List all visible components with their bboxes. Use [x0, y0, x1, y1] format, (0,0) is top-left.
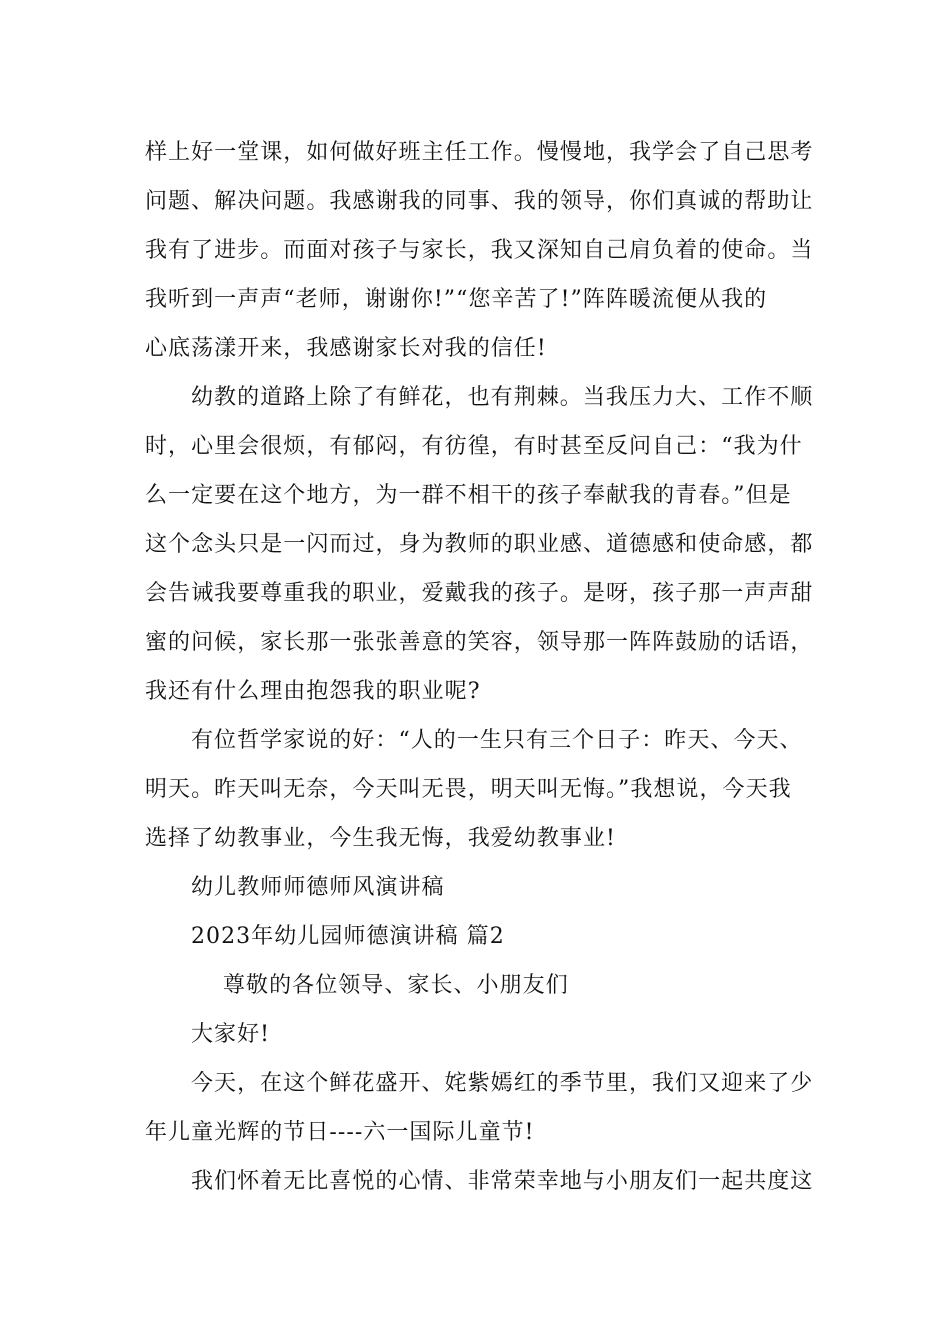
text-line: 幼教的道路上除了有鲜花，也有荆棘。当我压力大、工作不顺 — [191, 385, 814, 410]
text-line: 么一定要在这个地方，为一群不相干的孩子奉献我的青春。”但是 — [145, 483, 792, 508]
article-title: 2023年幼儿园师德演讲稿 篇2 — [191, 924, 505, 949]
text-line: 样上好一堂课，如何做好班主任工作。慢慢地，我学会了自己思考 — [145, 140, 814, 165]
text-line: 我还有什么理由抱怨我的职业呢? — [145, 679, 481, 704]
text-line: 问题、解决问题。我感谢我的同事、我的领导，你们真诚的帮助让 — [145, 189, 814, 214]
text-line: 这个念头只是一闪而过，身为教师的职业感、道德感和使命感，都 — [145, 532, 814, 557]
salutation: 尊敬的各位领导、家长、小朋友们 — [223, 973, 569, 998]
text-line: 今天，在这个鲜花盛开、姹紫嫣红的季节里，我们又迎来了少 — [191, 1071, 814, 1096]
text-line: 我们怀着无比喜悦的心情、非常荣幸地与小朋友们一起共度这 — [191, 1169, 814, 1194]
text-line: 会告诫我要尊重我的职业，爱戴我的孩子。是呀，孩子那一声声甜 — [145, 581, 814, 606]
text-line: 有位哲学家说的好：“人的一生只有三个日子：昨天、今天、 — [191, 728, 803, 753]
document-body — [145, 128, 814, 1206]
text-line: 时，心里会很烦，有郁闷，有彷徨，有时甚至反问自己：“我为什 — [145, 434, 803, 459]
text-line: 年儿童光辉的节日----六一国际儿童节! — [145, 1120, 535, 1145]
text-line: 选择了幼教事业，今生我无悔，我爱幼教事业! — [145, 826, 616, 851]
section-heading: 幼儿教师师德师风演讲稿 — [191, 875, 445, 900]
text-line: 我有了进步。而面对孩子与家长，我又深知自己肩负着的使命。当 — [145, 238, 814, 263]
text-line: 明天。昨天叫无奈，今天叫无畏，明天叫无悔。”我想说，今天我 — [145, 777, 792, 802]
greeting: 大家好! — [191, 1022, 271, 1047]
text-line: 我听到一声声“老师，谢谢你!”“您辛苦了!”阵阵暖流便从我的 — [145, 287, 768, 312]
text-line: 心底荡漾开来，我感谢家长对我的信任! — [145, 336, 547, 361]
text-line: 蜜的问候，家长那一张张善意的笑容，领导那一阵阵鼓励的话语， — [145, 630, 814, 655]
